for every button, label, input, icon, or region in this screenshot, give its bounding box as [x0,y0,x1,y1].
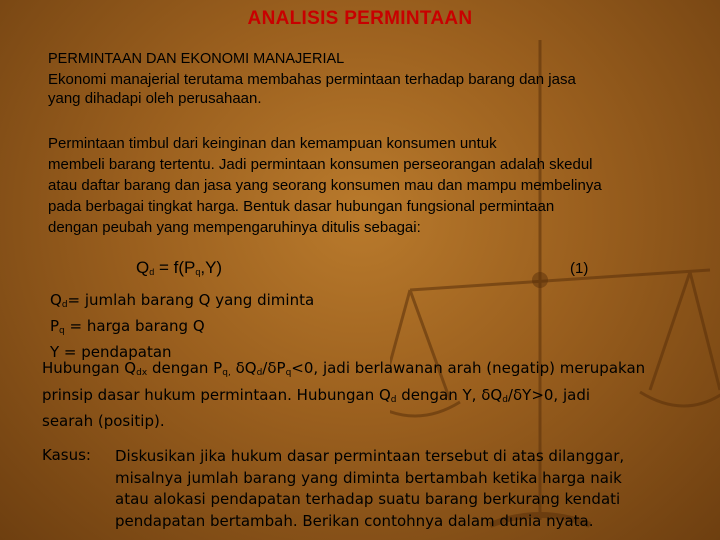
hubungan-line-2 [42,385,702,412]
section2-line-3: atau daftar barang dan jasa yang seorang konsumen mau dan mampu membelinya [48,177,602,194]
def1-sub: d [61,300,68,310]
section-managerial [48,50,698,109]
demand-function-formula [136,258,222,278]
case-line-3: atau alokasi pendapatan terhadap suatu barang berkurang kendati [115,490,621,508]
def2-sub: q [59,326,65,336]
h1d-sub: q [285,368,292,378]
formula-rest: ,Y) [200,258,223,277]
h1c-sub: d [256,368,263,378]
h2a-sub: d [390,394,397,405]
def2-symbol: P [50,317,60,335]
section-heading: PERMINTAAN DAN EKONOMI MANAJERIAL [48,51,345,67]
case-line-4: pendapatan bertambah. Berikan contohnya dalam dunia nyata. [115,511,594,530]
section2-line-5: dengan peubah yang mempengaruhinya ditulis sebagai: [48,219,421,236]
section-demand [48,133,718,238]
formula-eq: = f(P [154,258,196,277]
h1e: <0, jadi berlawanan arah (negatip) merupakan [291,359,646,377]
def2-text: = harga barang Q [64,317,205,335]
h1b: dengan P [147,359,223,377]
def1-symbol: Q [50,291,62,309]
h1a: Hubungan Q [42,359,137,377]
formula-q-sub: d [149,267,155,277]
formula-q: Q [136,258,150,277]
case-text [115,446,695,532]
h2b-sub: d [502,394,508,405]
variable-definitions [50,290,314,363]
definition-y: Y = pendapatan [50,343,172,361]
section1-line-1: Ekonomi manajerial terutama membahas permintaan terhadap barang dan jasa [48,70,576,88]
section2-line-4: pada berbagai tingkat harga. Bentuk dasar hubungan fungsional permintaan [48,198,555,215]
definition-qd [50,290,314,316]
hubungan-line-3: searah (positip). [42,412,165,430]
h1a-sub: dx [136,368,148,378]
hubungan-line-1 [42,358,702,385]
h2a: prinsip dasar hukum permintaan. Hubungan Q [42,385,391,404]
case-label: Kasus: [42,446,91,464]
h1d: /δP [262,359,286,377]
page-title: ANALISIS PERMINTAAN [247,8,473,29]
case-line-2: misalnya jumlah barang yang diminta bertambah ketika harga naik [115,468,622,487]
section2-line-2: membeli barang tertentu. Jadi permintaan konsumen perseorangan adalah skedul [48,156,593,173]
case-line-1: Diskusikan jika hukum dasar permintaan tersebut di atas dilanggar, [115,447,625,465]
h2b: dengan Y, δQ [396,385,503,404]
equation-number: (1) [570,260,589,277]
formula-p-sub: q [195,267,201,277]
section1-line-2: yang dihadapi oleh perusahaan. [48,90,262,107]
h1b-sub: q, [222,368,231,378]
h2c: /δY>0, jadi [507,385,591,404]
def1-text: = jumlah barang Q yang diminta [67,291,315,309]
definition-pq [50,316,314,342]
h1c: δQ [230,359,257,377]
section2-line-1: Permintaan timbul dari keinginan dan kemampuan konsumen untuk [48,135,497,152]
relationship-paragraph [42,358,702,433]
